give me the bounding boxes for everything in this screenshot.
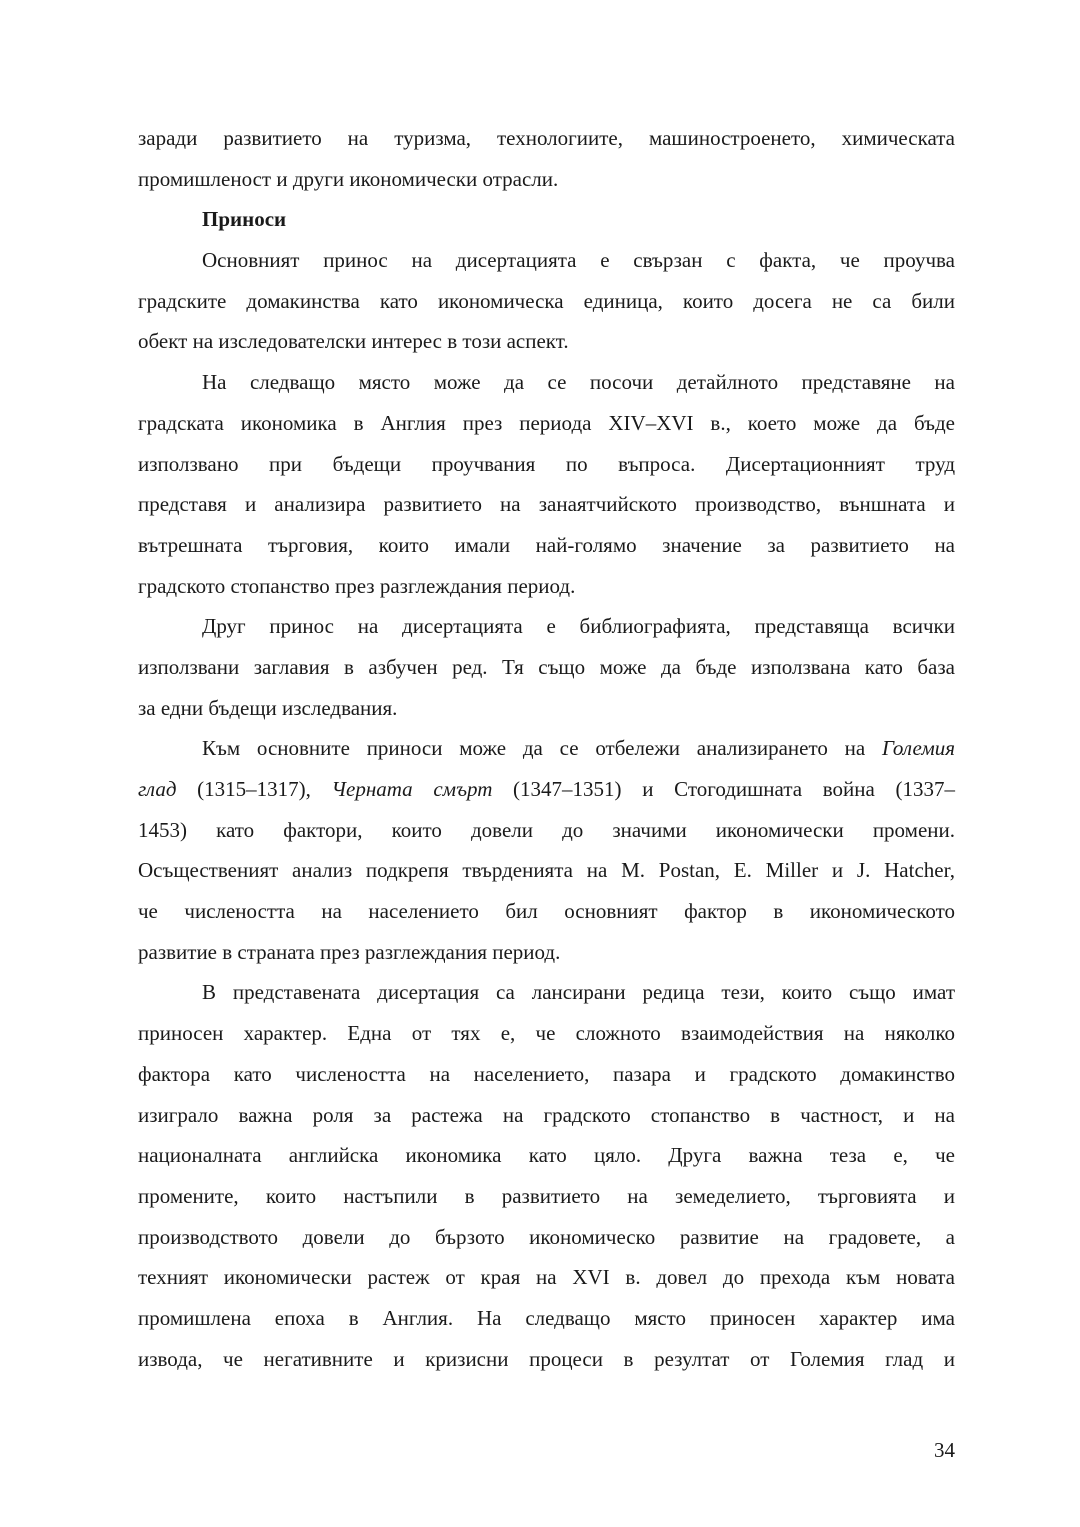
text-line: градското стопанство през разглеждания период.	[138, 573, 576, 598]
text-line: Осъщественият анализ подкрепя твърденията на M. Postan, E. Miller и J. Hatcher,	[138, 858, 955, 883]
text-line	[138, 728, 955, 769]
text-line: Друг принос на дисертацията е библиографията, представяща всички	[202, 614, 955, 639]
text-line: извода, че негативните и кризисни процеси в резултат от Големия глад и	[138, 1346, 955, 1371]
text-line: националната английска икономика като цяло. Друга важна теза е, че	[138, 1143, 955, 1168]
text-line: използвани заглавия в азбучен ред. Тя също може да бъде използвана като база	[138, 654, 955, 679]
text-line: обект на изследователски интерес в този аспект.	[138, 329, 569, 354]
text-line: приносен характер. Една от тях е, че сложното взаимодействия на няколко	[138, 1021, 955, 1046]
text-run: (1347–1351) и Стогодишната война (1337–	[492, 777, 955, 801]
text-line: фактора като числеността на населението, пазара и градското домакинство	[138, 1061, 955, 1086]
text-run: Към основните приноси може да се отбележи анализирането на	[202, 736, 883, 761]
text-line: градските домакинства като икономическа единица, които досега не са били	[138, 288, 955, 313]
italic-term: Големия	[882, 736, 955, 761]
document-page	[138, 118, 955, 1379]
text-line: 1453) като фактори, които довели до значими икономически промени.	[138, 817, 955, 842]
text-line: производството довели до бързото икономическо развитие на градовете, а	[138, 1224, 955, 1249]
text-line: представя и анализира развитието на занаятчийското производство, външната и	[138, 492, 955, 517]
text-line: промените, които настъпили в развитието на земеделието, търговията и	[138, 1183, 955, 1208]
text-line: промишлена епоха в Англия. На следващо място приносен характер има	[138, 1305, 955, 1330]
text-line: На следващо място може да се посочи детайлното представяне на	[202, 370, 955, 395]
text-line	[138, 769, 955, 810]
text-line: развитие в страната през разглеждания период.	[138, 939, 561, 964]
text-line: че числеността на населението бил основният фактор в икономическото	[138, 899, 955, 924]
text-run: (1315–1317),	[176, 777, 332, 801]
page-number: 34	[934, 1438, 955, 1462]
italic-term: глад	[138, 777, 177, 801]
text-line: вътрешната търговия, които имали най-голямо значение за развитието на	[138, 532, 955, 557]
text-line: техният икономически растеж от края на XVI в. довел до прехода към новата	[138, 1265, 955, 1290]
text-line: градската икономика в Англия през периода XIV–XVI в., което може да бъде	[138, 410, 955, 435]
text-line: Основният принос на дисертацията е свързан с факта, че проучва	[202, 248, 955, 273]
italic-term: Черната смърт	[331, 777, 493, 801]
text-line: В представената дисертация са лансирани редица тези, които също имат	[202, 980, 955, 1005]
text-line: заради развитието на туризма, технологиите, машиностроенето, химическата	[138, 126, 955, 150]
text-line: промишленост и други икономически отрасли.	[138, 166, 559, 191]
text-line: използвано при бъдещи проучвания по въпроса. Дисертационният труд	[138, 451, 955, 476]
text-line: изиграло важна роля за растежа на градското стопанство в частност, и на	[138, 1102, 955, 1127]
section-heading: Приноси	[202, 207, 287, 232]
text-line: за едни бъдещи изследвания.	[138, 695, 398, 720]
